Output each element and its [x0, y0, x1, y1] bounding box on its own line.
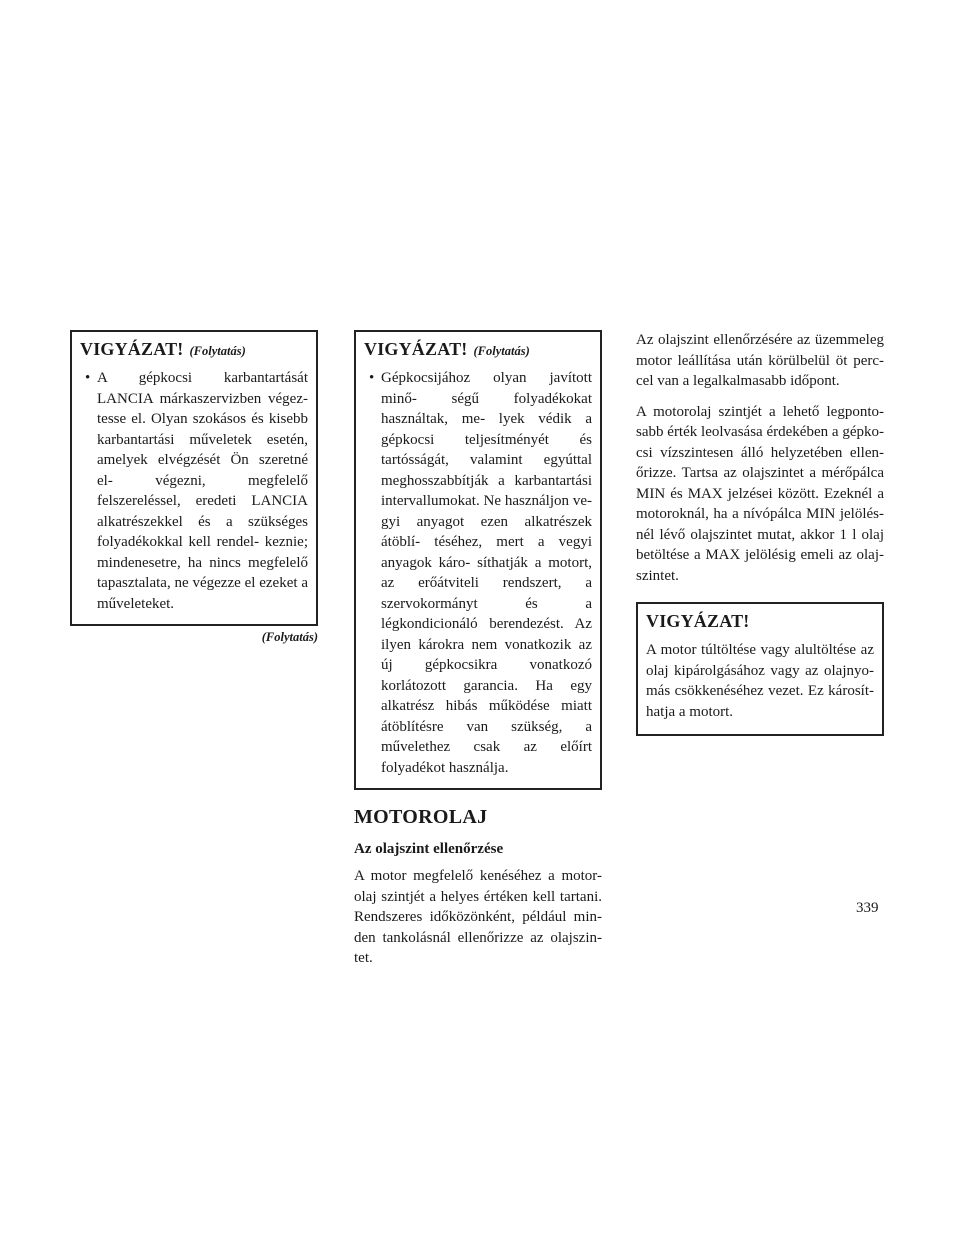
warning-box-left [70, 330, 318, 626]
warning-continuation: (Folytatás) [189, 344, 246, 358]
right-column [636, 330, 884, 736]
warning-title: VIGYÁZAT! [364, 339, 468, 359]
warning-header [364, 338, 592, 362]
continued-label: (Folytatás) [261, 630, 318, 644]
body-paragraph: A motor megfelelő kenéséhez a motor- olaj szintjét a helyes értéken kell tartani. Rendszeres időközönként, például min- den tankolásnál ellenőrizze az olajszin- tet. [354, 868, 602, 966]
body-paragraph-1: Az olajszint ellenőrzésére az üzemmeleg motor leállítása után körülbelül öt perc- cel van a legalkalmasabb időpont. [636, 332, 884, 389]
warning-text: Gépkocsijához olyan javított minő- ségű folyadékokat használtak, me- lyek védik a gépkocsi teljesítményét és tartósságát, valamint egyúttal meghosszabbítják a karbantartási intervallumokat. Ne használjon ve- gyi anyagot ezen alkatrészek átöblí- téséhez, mert a vegyi anyagok káro- síthatják a motort, az erőátviteli rendszert, a szervokormányt és a légkondicionáló berendezést. Az ilyen károkra nem vonatkozik az új gépkocsikra vonatkozó korlátozott garancia. Ha egy alkatrész hibás működése miatt átöblítésre van szükség, a művelethez csak az előírt folyadékot használja. [381, 370, 592, 776]
warning-bullet-item [364, 368, 592, 778]
bullet-icon: • [369, 370, 375, 386]
warning-text: A motor túltöltése vagy alultöltése az olaj kipárolgásához vagy az olajnyo- más csökkenéséhez vezet. Ez károsít- hatja a motort. [646, 642, 874, 720]
subsection-title: Az olajszint ellenőrzése [354, 841, 504, 857]
middle-column [354, 330, 602, 979]
left-column [70, 330, 318, 645]
warning-box-middle [354, 330, 602, 790]
bullet-icon: • [85, 370, 91, 386]
warning-title: VIGYÁZAT! [80, 339, 184, 359]
warning-text: A gépkocsi karbantartását LANCIA márkaszervizben végez- tesse el. Olyan szokásos és kisebb karbantartási műveletek esetén, amelyek elvégzését Ön szeretné el- végezni, megfelelő felszereléssel, eredeti LANCIA alkatrészekkel és a szükséges folyadékokkal kell rendel- keznie; mindenesetre, ha nincs megfelelő tapasztalata, ne végezze el ezeket a műveleteket. [97, 370, 308, 612]
warning-box-right [636, 602, 884, 736]
warning-title: VIGYÁZAT! [646, 611, 750, 631]
warning-continuation: (Folytatás) [473, 344, 530, 358]
warning-bullet-item [80, 368, 308, 614]
page-number: 339 [856, 900, 879, 916]
section-title: MOTOROLAJ [354, 806, 488, 828]
warning-header [80, 338, 308, 362]
warning-header [646, 610, 874, 634]
body-paragraph-2: A motorolaj szintjét a lehető legponto- sabb érték leolvasása érdekében a gépko- csi vízszintesen álló helyzetében ellen- őrizze. Tartsa az olajszintet a mérőpálca MIN és MAX jelzései között. Ezeknél a motoroknál, ha a nívópálca MIN jelölés- nél lévő olajszintet mutat, akkor 1 l olaj betöltése a MAX jelölésig emeli az olaj- szintet. [636, 403, 884, 584]
